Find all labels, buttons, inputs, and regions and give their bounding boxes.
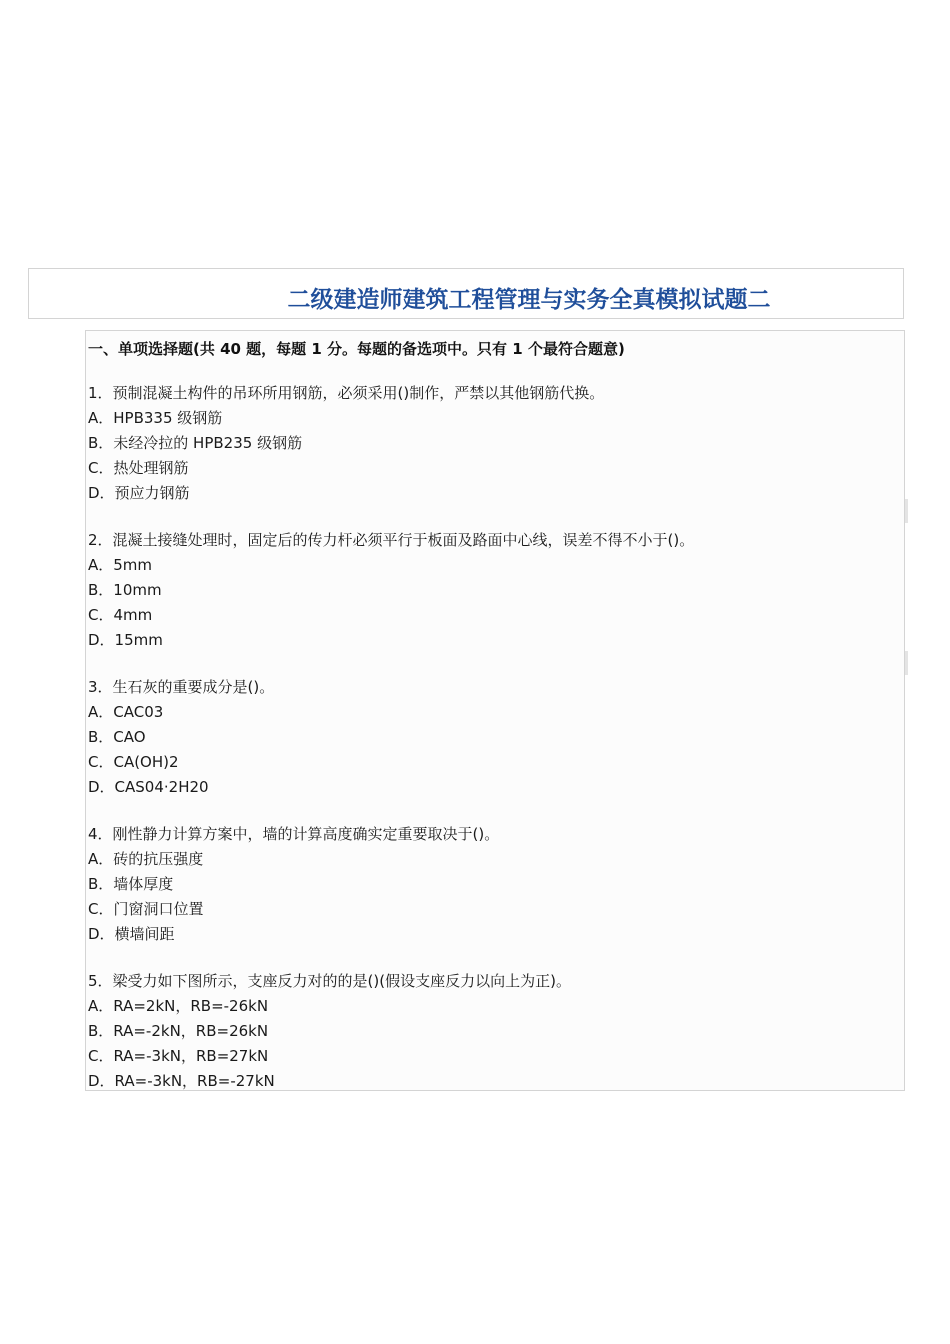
option-c: C．门窗洞口位置 <box>88 900 204 918</box>
option-a: A．CAC03 <box>88 703 164 721</box>
option-c: C．热处理钢筋 <box>88 459 189 477</box>
border-mark <box>905 499 908 523</box>
option-d: D．预应力钢筋 <box>88 484 190 502</box>
option-c: C．RA=-3kN，RB=27kN <box>88 1047 269 1065</box>
option-d: D．15mm <box>88 631 163 649</box>
question-stem: 1．预制混凝土构件的吊环所用钢筋，必须采用()制作，严禁以其他钢筋代换。 <box>88 384 605 402</box>
option-b: B．CAO <box>88 728 146 746</box>
option-d: D．RA=-3kN，RB=-27kN <box>88 1072 275 1090</box>
question-content-box <box>85 330 905 1091</box>
question-item <box>88 381 898 506</box>
section-heading: 一、单项选择题(共 40 题，每题 1 分。每题的备选项中。只有 1 个最符合题意) <box>88 340 625 358</box>
option-d: D．横墙间距 <box>88 925 175 943</box>
option-b: B．10mm <box>88 581 162 599</box>
option-a: A．5mm <box>88 556 153 574</box>
question-item <box>88 969 898 1094</box>
question-stem: 4．刚性静力计算方案中，墙的计算高度确实定重要取决于()。 <box>88 825 500 843</box>
option-a: A．RA=2kN，RB=-26kN <box>88 997 269 1015</box>
option-c: C．CA(OH)2 <box>88 753 179 771</box>
question-item <box>88 528 898 653</box>
question-stem: 3．生石灰的重要成分是()。 <box>88 678 275 696</box>
option-b: B．RA=-2kN，RB=26kN <box>88 1022 269 1040</box>
question-item <box>88 822 898 947</box>
option-d: D．CAS04·2H20 <box>88 778 209 796</box>
document-title-box <box>28 268 904 319</box>
question-stem: 2．混凝土接缝处理时，固定后的传力杆必须平行于板面及路面中心线，误差不得不小于()。 <box>88 531 695 549</box>
option-c: C．4mm <box>88 606 153 624</box>
option-a: A．砖的抗压强度 <box>88 850 204 868</box>
question-stem: 5．梁受力如下图所示，支座反力对的的是()(假设支座反力以向上为正)。 <box>88 972 571 990</box>
border-mark <box>905 651 908 675</box>
option-b: B．未经冷拉的 HPB235 级钢筋 <box>88 434 303 452</box>
option-b: B．墙体厚度 <box>88 875 174 893</box>
question-item <box>88 675 898 800</box>
option-a: A．HPB335 级钢筋 <box>88 409 223 427</box>
document-title: 二级建造师建筑工程管理与实务全真模拟试题二 <box>287 287 771 313</box>
